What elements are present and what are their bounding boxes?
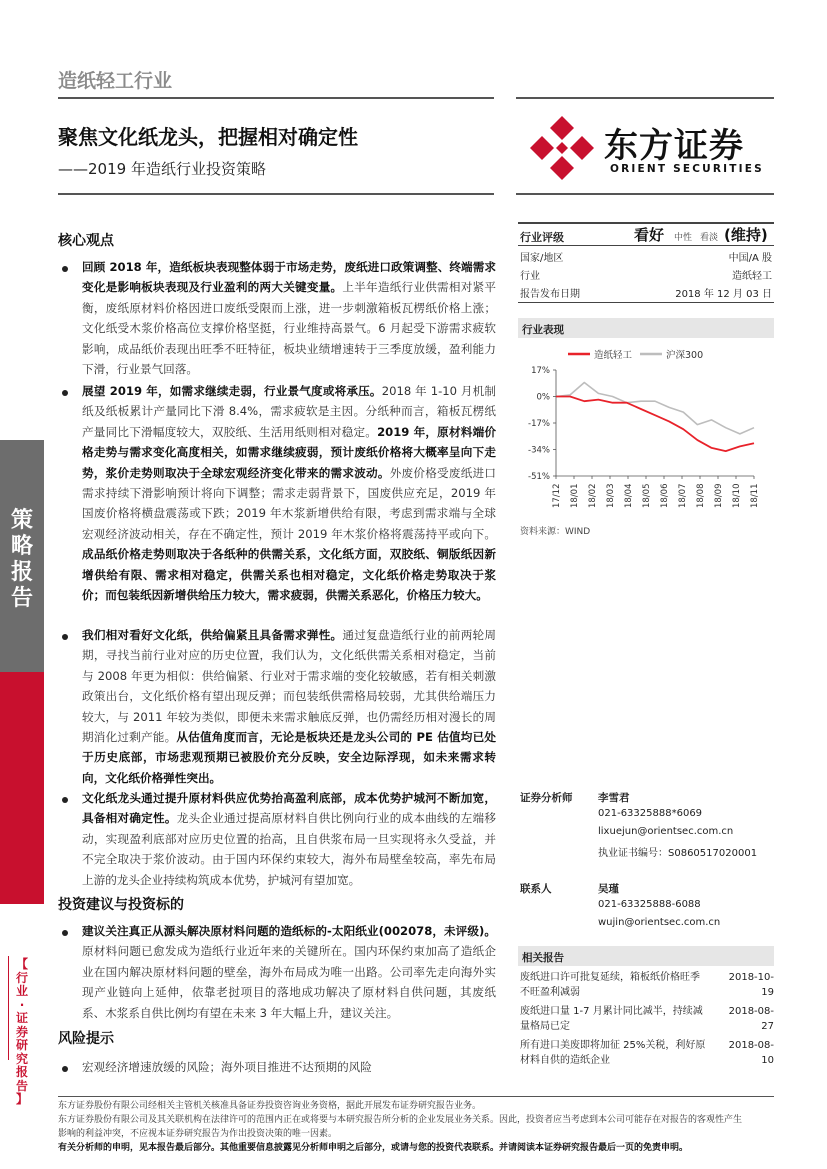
rating-val: 2018 年 12 月 03 日: [675, 289, 772, 300]
bullet: [62, 930, 68, 936]
rating-rule: [518, 245, 774, 246]
core-p2-text2: 外废价格受废纸进口需求持续下滑影响预计将向下调整；需求走弱背景下，国废供应充足，2019 年国废价格将横盘震荡或下跌；2019 年木浆新增供给有限，考虑到需求端与全球宏观经济波动相关，存在不确定性，预计 2019 年木浆价格将震荡持平或向下。: [82, 465, 496, 541]
rating-neutral: 中性: [674, 233, 693, 243]
x-tick-label: 18/08: [696, 483, 706, 508]
rating-key: 行业: [520, 271, 540, 282]
bullet: [62, 1066, 68, 1072]
y-tick-label: -17%: [528, 419, 550, 429]
sidebar-red-band: [0, 672, 44, 904]
related-date: 2018-10-19: [728, 972, 774, 998]
footer-line: 东方证券股份有限公司经相关主管机关核准具备证券投资咨询业务资格，据此开展发布证券研究报告业务。: [58, 1101, 482, 1111]
analyst-name: 李雪君: [598, 792, 630, 804]
bullet: [62, 390, 68, 396]
related-title-line: 材料自供的造纸企业: [520, 1055, 610, 1066]
rating-label: 行业评级: [520, 231, 564, 244]
chart-source: 资料来源：WIND: [520, 527, 591, 537]
core-p3-bold2: 从估值角度而言，无论是板块还是龙头公司的 PE 估值均已处于历史底部，市场悲观预期已被股价充分反映，安全边际浮现，如未来需求转向，文化纸价格弹性突出。: [82, 730, 496, 785]
footer-line-bold: 有关分析师的申明，见本报告最后部分。其他重要信息披露见分析师申明之后部分，或请与您的投资代表联系。并请阅读本证券研究报告最后一页的免责申明。: [58, 1143, 689, 1153]
core-p3-bold1: 我们相对看好文化纸，供给偏紧且具备需求弹性。: [82, 628, 343, 642]
series-line: [556, 397, 754, 452]
footer-disclaimer: [58, 1099, 774, 1155]
orient-logo-icon: [526, 112, 598, 184]
footer-rule: [58, 1096, 774, 1097]
band-char: 策: [10, 508, 33, 533]
footer-line: 影响的利益冲突，不应视本证券研究报告为作出投资决策的唯一因素。: [58, 1129, 338, 1139]
band-char: 报: [10, 560, 33, 585]
contact-phone: 021-63325888-6088: [598, 899, 701, 910]
invest-bold: 建议关注真正从源头解决原材料问题的造纸标的-太阳纸业(002078，未评级)。: [82, 924, 496, 938]
x-tick-label: 17/12: [552, 483, 562, 508]
tag-char: 告: [15, 1078, 28, 1093]
related-title-line: 不旺盈利减弱: [520, 987, 580, 998]
bullet: [62, 634, 68, 640]
rating-val: 中国/A 股: [728, 253, 772, 264]
legend-label: 造纸轻工: [594, 350, 633, 361]
x-tick-label: 18/09: [714, 483, 724, 508]
tag-char: 报: [15, 1065, 28, 1079]
related-item[interactable]: [520, 1038, 716, 1068]
rating-value: 看好: [634, 226, 665, 244]
core-p3-text1: 通过复盘造纸行业的前两轮周期，寻找当前行业对应的历史位置，我们认为，文化纸供需关系相对稳定，当前与 2008 年更为相似：供给偏紧、行业对于需求端的变化较敏感，若有相关刺激政策出台，文化纸价格有望出现反弹；而包装纸供需格局较弱，尤其供给端压力较大，与 2011 年较为类似，即便未来需求触底反弹，也仍需经历相对漫长的周期消化过剩产能。: [82, 628, 496, 745]
x-tick-label: 18/06: [660, 483, 670, 508]
contact-email[interactable]: wujin@orientsec.com.cn: [598, 917, 721, 928]
risk-text: 宏观经济增速放缓的风险；海外项目推进不达预期的风险: [82, 1060, 372, 1074]
invest-text: 原材料问题已愈发成为造纸行业近年来的关键所在。国内环保约束加高了造纸企业在国内解决原材料问题的壁垒，海外布局成为唯一出路。公司率先走向海外实现产业链向上延伸，依靠老挝项目的落地成功解决了原材料自供问题，其废纸系、木浆系自供比例均有望在未来 3 年大幅上升，建议关注。: [82, 944, 496, 1020]
tag-char: ·: [19, 997, 25, 1012]
industry-label: 造纸轻工行业: [58, 70, 173, 92]
legend-label: 沪深300: [666, 350, 704, 361]
tag-char: 研: [15, 1038, 28, 1052]
core-p2-bold2: 2019 年，原材料端价格走势与需求变化高度相关，如需求继续疲弱，预计废纸价格将大概率呈向下走势，浆价走势则取决于全球宏观经济变化带来的需求波动。: [82, 424, 496, 480]
x-tick-label: 18/07: [678, 483, 688, 508]
rating-key: 报告发布日期: [520, 289, 580, 300]
contact-label: 联系人: [520, 883, 552, 895]
x-tick-label: 18/03: [606, 483, 616, 508]
related-date: 2018-08-10: [728, 1040, 774, 1066]
report-subtitle: ——2019 年造纸行业投资策略: [58, 160, 266, 178]
perf-heading: 行业表现: [522, 324, 564, 336]
report-title: 聚焦文化纸龙头，把握相对确定性: [58, 125, 358, 149]
core-p2-text1: 2018 年 1-10 月机制纸及纸板累计产量同比下滑 8.4%，需求疲软是主因。分纸种而言，箱板瓦楞纸产量同比下滑幅度较大，双胶纸、生活用纸则相对稳定。: [82, 384, 497, 439]
tag-char: 究: [15, 1051, 28, 1066]
header-rule-right: [516, 97, 774, 99]
vertical-tag: [13, 958, 31, 1107]
y-tick-label: 0%: [536, 392, 550, 403]
core-paragraph-1: [82, 257, 496, 379]
analyst-cert: 执业证书编号：S0860517020001: [598, 848, 758, 859]
y-tick-label: -51%: [528, 472, 550, 482]
x-tick-label: 18/04: [624, 483, 634, 508]
sidebar-report-type: [8, 508, 36, 612]
related-title-line: 所有进口美废即将加征 25%关税，利好原: [520, 1040, 706, 1051]
core-p2-bold1: 展望 2019 年，如需求继续走弱，行业景气度或将承压。: [82, 384, 382, 398]
tag-char: 证: [15, 1011, 28, 1025]
analyst-email[interactable]: lixuejun@orientsec.com.cn: [598, 826, 734, 837]
band-char: 告: [10, 586, 33, 611]
core-p1-bold: 回顾 2018 年，造纸板块表现整体弱于市场走势，废纸进口政策调整、终端需求变化是影响板块表现及行业盈利的两大关键变量。: [82, 260, 496, 295]
bullet: [62, 797, 68, 803]
core-p4-bold: 文化纸龙头通过提升原材料供应优势抬高盈利底部，成本优势护城河不断加宽，具备相对确定性。: [82, 791, 496, 826]
x-tick-label: 18/01: [570, 483, 580, 508]
analyst-label: 证券分析师: [520, 792, 573, 804]
core-p2-bold3: 成品纸价格走势则取决于各纸种的供需关系，文化纸方面，双胶纸、铜版纸因新增供给有限、需求相对稳定，供需关系也相对稳定，文化纸价格走势取决于浆价；而包装纸因新增供给压力较大，需求疲弱，供需关系恶化，价格压力较大。: [82, 547, 496, 603]
related-date: 2018-08-27: [728, 1006, 774, 1032]
bullet: [62, 266, 68, 272]
related-heading: 相关报告: [522, 952, 564, 964]
core-paragraph-2: [82, 381, 496, 605]
core-heading: 核心观点: [58, 233, 114, 249]
contact-name: 吴瑾: [598, 883, 619, 895]
risk-heading: 风险提示: [58, 1031, 114, 1047]
analyst-phone: 021-63325888*6069: [598, 808, 703, 819]
tag-char: 券: [15, 1024, 28, 1039]
core-paragraph-4: [82, 788, 496, 890]
rating-val: 造纸轻工: [732, 271, 772, 282]
core-p1-text: 上半年造纸行业供需相对紧平衡，废纸原材料价格因进口废纸受限而上涨，进一步刺激箱板瓦楞纸价格上涨；文化纸受木浆价格高位支撑价格坚挺，行业维持高景气。6 月起受下游需求疲软影响，成品纸价表现出旺季不旺特征，板块业绩增速转于三季度放缓，盈利能力下滑，行业景气回落。: [82, 280, 496, 377]
related-title-line: 量格局已定: [520, 1021, 570, 1032]
footer-line: 东方证券股份有限公司及其关联机构在法律许可的范围内正在或将要与本研究报告所分析的企业发展业务关系。因此，投资者应当考虑到本公司可能存在对报告的客观性产生: [58, 1115, 743, 1125]
header-rule-left: [58, 97, 494, 99]
series-line: [556, 383, 754, 434]
tag-char: 【: [15, 957, 28, 971]
rating-keep: (维持): [724, 226, 768, 244]
logo-text-cn: 东方证券: [604, 126, 744, 166]
industry-performance-chart: [518, 342, 774, 520]
core-p4-text: 龙头企业通过提高原材料自供比例向行业的成本曲线的左端移动，实现盈利底部对应历史位置的抬高，且自供浆布局一旦实现将永久受益，并不完全取决于浆价波动。由于国内环保约束较大，海外布局壁垒较高，率先布局上游的龙头企业持续构筑成本优势，护城河有望加宽。: [82, 811, 496, 887]
related-title-line: 废纸进口许可批复延续，箱板纸价格旺季: [520, 972, 700, 983]
logo-text-en: ORIENT SECURITIES: [610, 163, 764, 175]
x-tick-label: 18/11: [750, 483, 760, 508]
tag-char: 行: [15, 970, 28, 985]
rating-bearish: 看淡: [700, 233, 719, 243]
related-title-line: 废纸进口量 1-7 月累计同比减半，持续减: [520, 1006, 703, 1017]
related-item[interactable]: [520, 1004, 716, 1034]
x-tick-label: 18/02: [588, 483, 598, 508]
invest-heading: 投资建议与投资标的: [58, 897, 184, 913]
header-rule-bottom-left: [58, 193, 494, 195]
invest-paragraph: [82, 921, 496, 1023]
core-paragraph-3: [82, 625, 496, 788]
related-item[interactable]: [520, 970, 716, 1000]
rating-key: 国家/地区: [520, 253, 564, 264]
tag-char: 业: [15, 984, 28, 998]
y-tick-label: -34%: [528, 445, 550, 456]
y-tick-label: 17%: [531, 366, 550, 376]
header-rule-bottom-right: [516, 193, 774, 195]
tag-char: 】: [15, 1092, 28, 1106]
vertical-tag-rule: [8, 956, 9, 1060]
rating-bottom-rule: [518, 302, 774, 303]
x-tick-label: 18/05: [642, 483, 652, 508]
band-char: 略: [10, 534, 33, 559]
x-tick-label: 18/10: [732, 483, 742, 508]
